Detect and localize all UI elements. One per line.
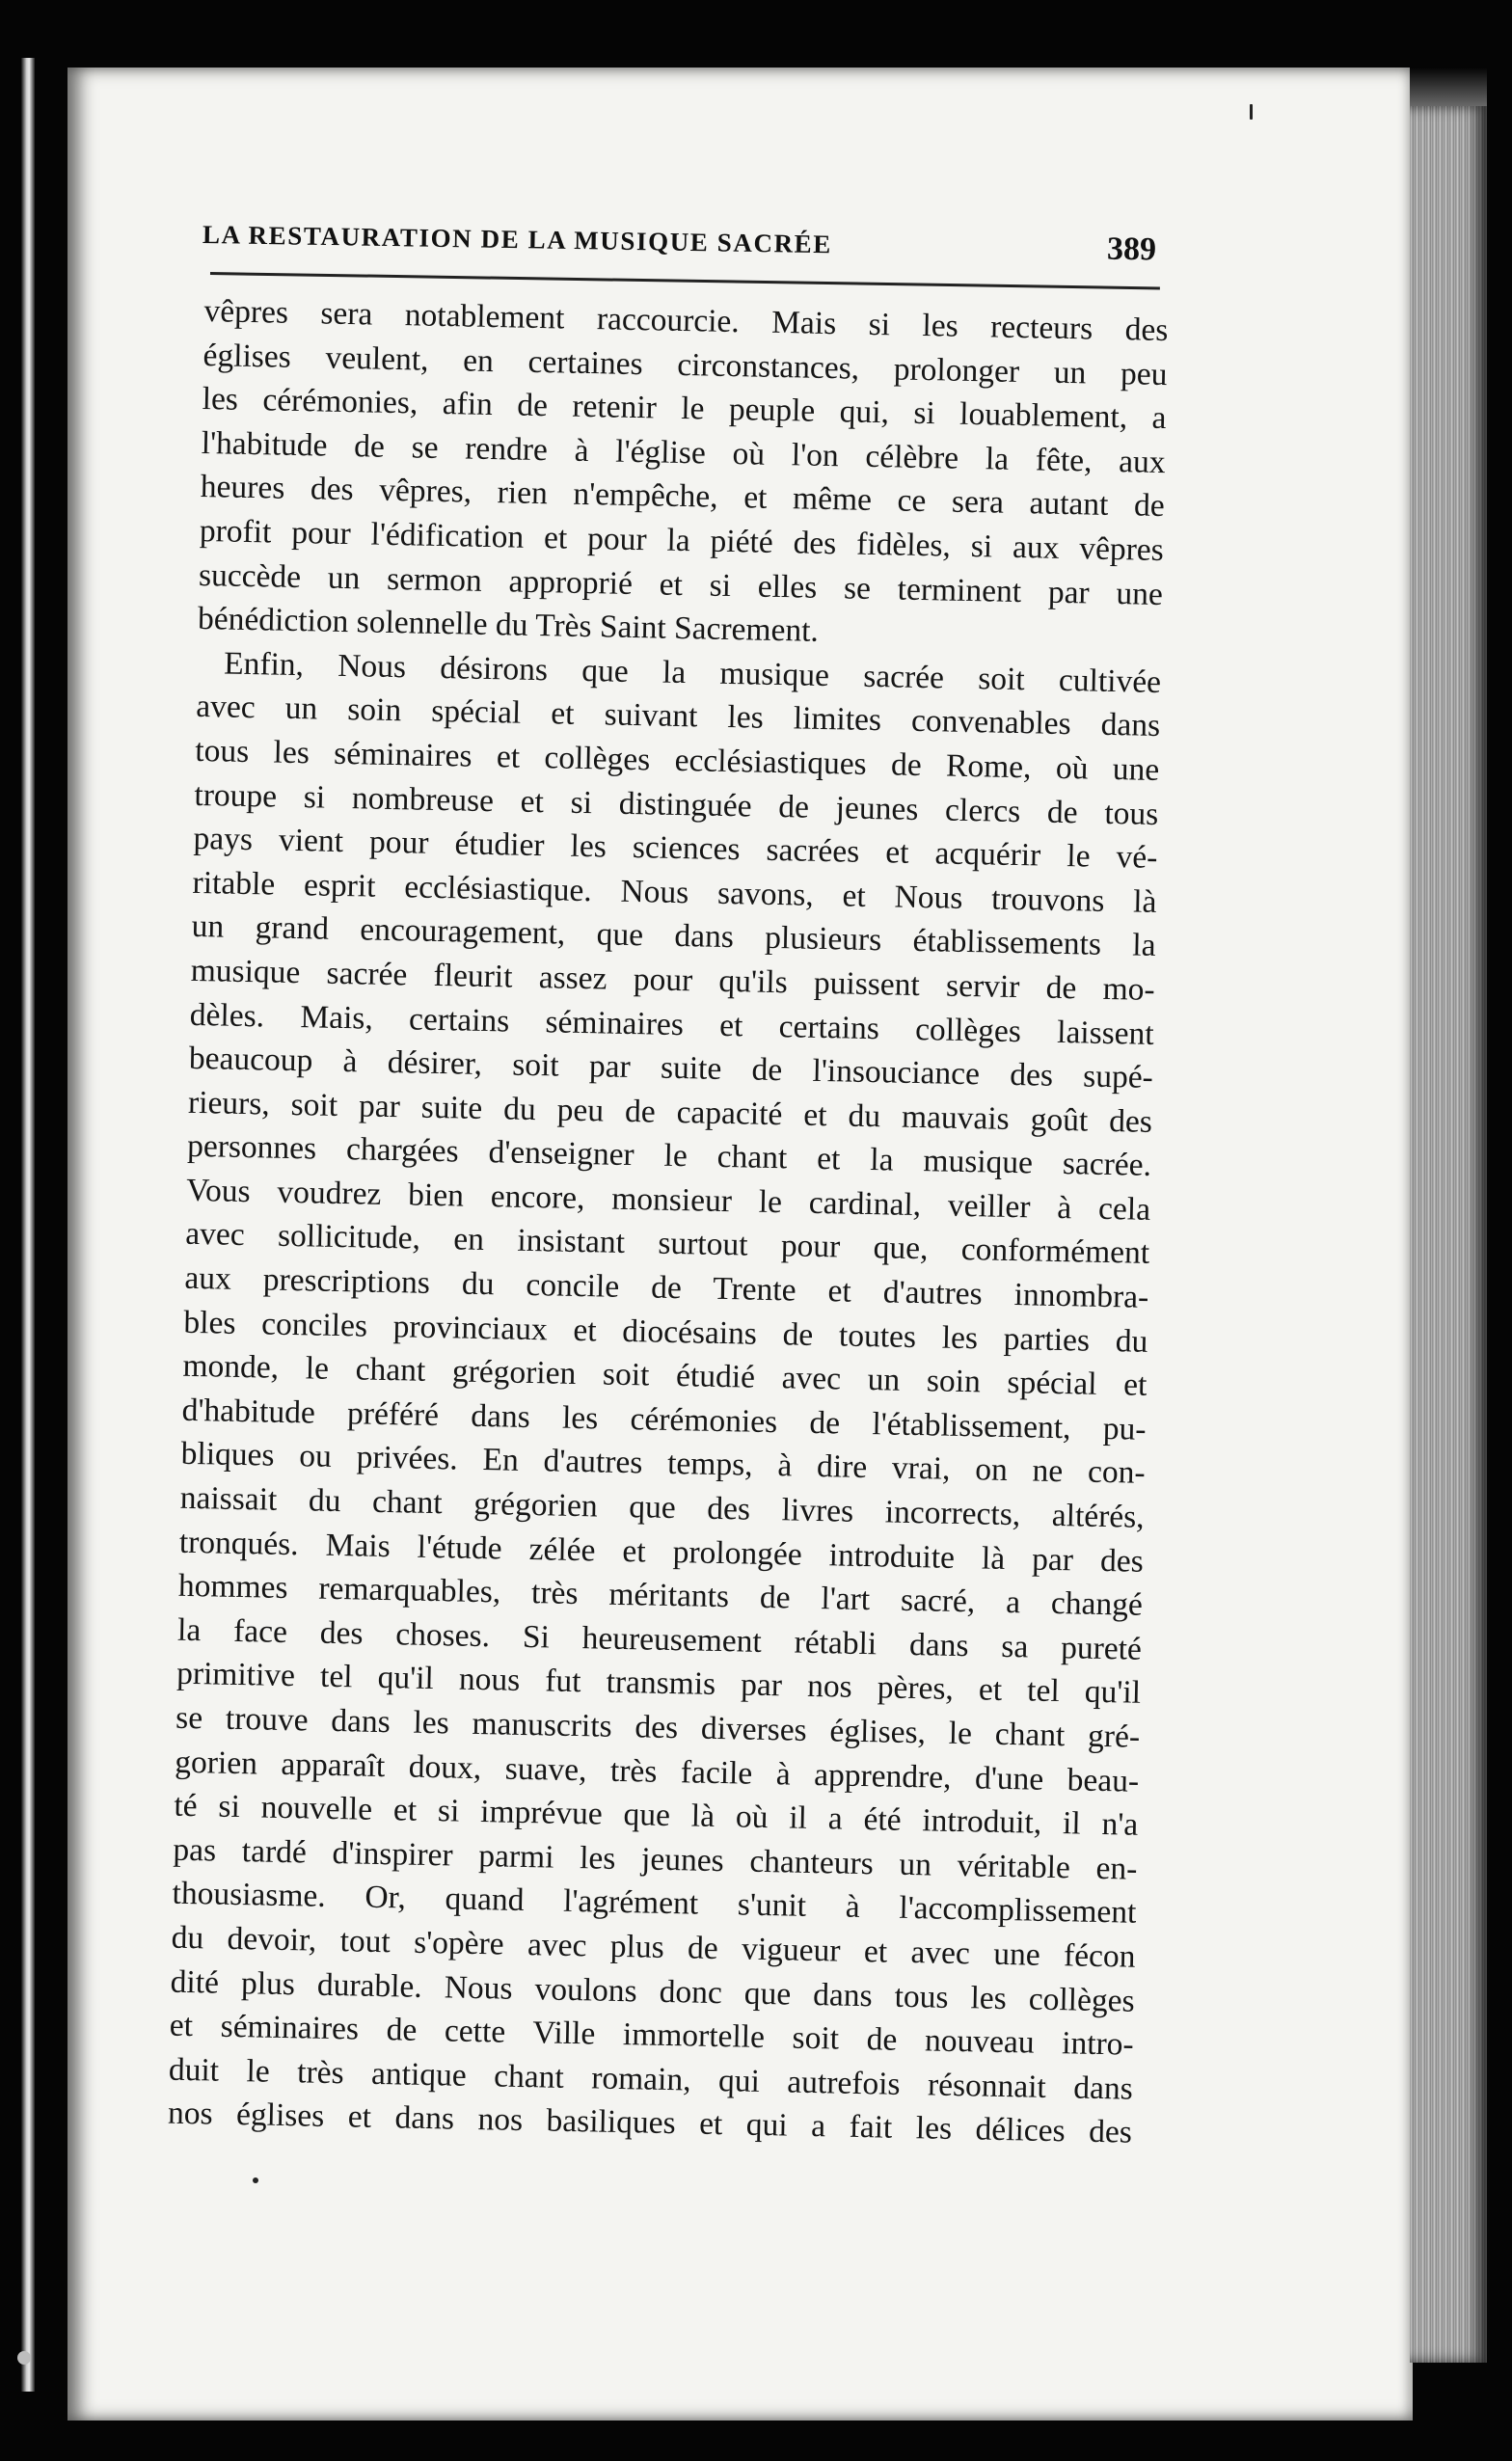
text-line: aux prescriptions du concile de Trente et d'autres innombra- — [184, 1259, 1149, 1315]
text-line: thousiasme. Or, quand l'agrément s'unit à l'accomplissement — [172, 1876, 1137, 1932]
text-line: avec un soin spécial et suivant les limites convenables dans — [195, 689, 1161, 744]
page-number: 389 — [1106, 230, 1157, 268]
text-line: l'habitude de se rendre à l'église où l'on célèbre la fête, aux — [201, 424, 1166, 480]
text-line: hommes remarquables, très méritants de l'art sacré, a changé — [177, 1567, 1144, 1624]
text-line: primitive tel qu'il nous fut transmis par nos pères, et tel qu'il — [176, 1656, 1142, 1712]
text-line: heures des vêpres, rien n'empêche, et même ce sera autant de — [200, 469, 1166, 525]
text-line: bénédiction solennelle du Très Saint Sacrement. — [197, 601, 820, 650]
text-line: naissait du chant grégorien que des livres incorrects, altérés, — [179, 1479, 1146, 1535]
book-spine-edge — [21, 58, 35, 2392]
text-line: rieurs, soit par suite du peu de capacité et du mauvais goût des — [187, 1084, 1153, 1140]
text-line: un grand encouragement, que dans plusieurs établissements la — [191, 908, 1156, 964]
text-line: vêpres sera notablement raccourcie. Mais si les recteurs des — [203, 292, 1169, 349]
text-line: la face des choses. Si heureusement rétabli dans sa pureté — [176, 1611, 1143, 1667]
paragraph-start-line: Enfin, Nous désirons que la musique sacrée soit cultivée — [223, 645, 1162, 700]
text-line: bles conciles provinciaux et diocésains de toutes les parties du — [183, 1304, 1148, 1360]
text-line: pays vient pour étudier les sciences sacrées et acquérir le vé- — [193, 821, 1158, 877]
text-line: troupe si nombreuse et si distinguée de jeunes clercs de tous — [194, 776, 1159, 832]
text-line: pas tardé d'inspirer parmi les jeunes chanteurs un véritable en- — [173, 1831, 1138, 1887]
text-line: Vous voudrez bien encore, monsieur le cardinal, veiller à cela — [185, 1172, 1151, 1228]
running-title: LA RESTAURATION DE LA MUSIQUE SACRÉE — [202, 220, 833, 259]
text-line: duit le très antique chant romain, qui autrefois résonnait dans — [168, 2051, 1134, 2107]
text-line: et séminaires de cette Ville immortelle soit de nouveau intro- — [169, 2007, 1135, 2063]
text-line: tronqués. Mais l'étude zélée et prolongée introduite là par des — [178, 1524, 1145, 1580]
text-line: du devoir, tout s'opère avec plus de vigueur et avec une fécon — [171, 1919, 1136, 1975]
text-line: d'habitude préféré dans les cérémonies de l'établissement, pu- — [181, 1392, 1147, 1447]
text-line: profit pour l'édification et pour la piété des fidèles, si aux vêpres — [199, 512, 1165, 568]
text-line: bliques ou privées. En d'autres temps, à dire vrai, on ne con- — [180, 1436, 1146, 1492]
text-line: musique sacrée fleurit assez pour qu'ils puissent servir de mo- — [190, 952, 1155, 1008]
text-line: personnes chargées d'enseigner le chant et la musique sacrée. — [186, 1128, 1152, 1184]
text-line: té si nouvelle et si imprévue que là où il a été introduit, il n'a — [174, 1787, 1139, 1843]
page-stack-edges — [1410, 106, 1487, 2363]
scan-speck — [1250, 104, 1253, 120]
text-line: dité plus durable. Nous voulons donc que dans tous les collèges — [170, 1963, 1135, 2019]
text-line: se trouve dans les manuscrits des diverses églises, le chant gré- — [175, 1699, 1141, 1755]
text-line: gorien apparaît doux, suave, très facile à apprendre, d'une beau- — [174, 1744, 1140, 1799]
text-line: ritable esprit ecclésiastique. Nous savons, et Nous trouvons là — [192, 864, 1157, 920]
text-line: églises veulent, en certaines circonstances, prolonger un peu — [202, 337, 1168, 392]
text-line: dèles. Mais, certains séminaires et certains collèges laissent — [189, 996, 1155, 1052]
text-line: nos églises et dans nos basiliques et qui a fait les délices des — [167, 2095, 1133, 2151]
scan-speck — [253, 2177, 258, 2183]
text-line: succède un sermon approprié et si elles se terminent par une — [198, 556, 1164, 612]
scan-speck — [17, 2351, 31, 2365]
text-line: avec sollicitude, en insistant surtout pour que, conformément — [184, 1216, 1150, 1272]
text-line: monde, le chant grégorien soit étudié avec un soin spécial et — [182, 1348, 1148, 1404]
body-text — [168, 289, 1169, 2155]
text-line: beaucoup à désirer, soit par suite de l'insouciance des supé- — [188, 1040, 1154, 1095]
text-line: les cérémonies, afin de retenir le peuple qui, si louablement, a — [202, 381, 1167, 437]
text-line: tous les séminaires et collèges ecclésiastiques de Rome, où une — [195, 732, 1160, 788]
